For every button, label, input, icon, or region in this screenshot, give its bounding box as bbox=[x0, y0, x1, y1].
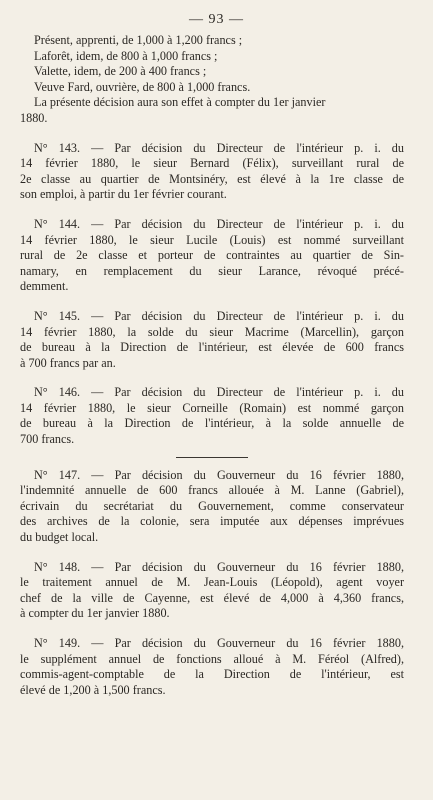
text-line: Veuve Fard, ouvrière, de 800 à 1,000 francs. bbox=[34, 79, 251, 94]
text-line: du budget local. bbox=[20, 530, 99, 545]
text-line: Présent, apprenti, de 1,000 à 1,200 francs ; bbox=[34, 33, 243, 47]
text-line: élevé de 1,200 à 1,500 francs. bbox=[20, 682, 166, 697]
text-line: namary, en remplacement du sieur Larance, révoqué précé- bbox=[20, 263, 404, 278]
text-line: N° 144. — Par décision du Directeur de l'intérieur p. i. du bbox=[34, 216, 404, 231]
text-line: à 700 francs par an. bbox=[20, 355, 116, 370]
section-divider bbox=[176, 457, 248, 458]
page-number: — 93 — bbox=[189, 12, 244, 27]
text-line: N° 145. — Par décision du Directeur de l'intérieur p. i. du bbox=[34, 308, 404, 323]
decision-paragraph-144 bbox=[20, 217, 404, 295]
decision-paragraph-146 bbox=[20, 385, 404, 447]
text-line: de bureau à la Direction de l'intérieur, est élevée de 600 francs bbox=[20, 340, 404, 355]
decision-paragraph-143 bbox=[20, 141, 404, 203]
text-line: chef de la ville de Cayenne, est élevé de 4,000 à 4,360 francs, bbox=[20, 590, 404, 605]
text-line: le traitement annuel de M. Jean-Louis (Léopold), agent voyer bbox=[20, 575, 404, 590]
text-line: l'indemnité annuelle de 600 francs allouée à M. Lanne (Gabriel), bbox=[20, 483, 404, 498]
text-line: demment. bbox=[20, 279, 69, 294]
text-line: N° 147. — Par décision du Gouverneur du 16 février 1880, bbox=[34, 467, 404, 482]
text-line: de bureau à la Direction de l'intérieur, à la solde annuelle de bbox=[20, 416, 404, 431]
text-line: 14 février 1880, le sieur Lucile (Louis) est nommé surveillant bbox=[20, 232, 404, 247]
decision-paragraph-149 bbox=[20, 636, 404, 698]
text-line: Laforêt, idem, de 800 à 1,000 francs ; bbox=[34, 48, 218, 63]
text-line: le supplément annuel de fonctions alloué à M. Féréol (Alfred), bbox=[20, 651, 404, 666]
text-line: N° 143. — Par décision du Directeur de l'intérieur p. i. du bbox=[34, 140, 404, 155]
intro-block bbox=[20, 33, 404, 127]
text-line: 1880. bbox=[20, 110, 48, 125]
text-line: 14 février 1880, le sieur Bernard (Félix), surveillant rural de bbox=[20, 156, 404, 171]
text-line: son emploi, à partir du 1er février courant. bbox=[20, 187, 227, 202]
text-line: Valette, idem, de 200 à 400 francs ; bbox=[34, 64, 207, 79]
text-line: 14 février 1880, le sieur Corneille (Romain) est nommé garçon bbox=[20, 400, 404, 415]
text-line: N° 146. — Par décision du Directeur de l'intérieur p. i. du bbox=[34, 385, 404, 400]
decision-paragraph-145 bbox=[20, 309, 404, 371]
text-line: 700 francs. bbox=[20, 432, 75, 447]
text-line: 14 février 1880, la solde du sieur Macrime (Marcellin), garçon bbox=[20, 324, 404, 339]
text-line: N° 148. — Par décision du Gouverneur du 16 février 1880, bbox=[34, 559, 404, 574]
decision-paragraph-148 bbox=[20, 560, 404, 622]
text-line: La présente décision aura son effet à compter du 1er janvier bbox=[34, 95, 326, 110]
text-line: écrivain du secrétariat du Gouvernement, comme conservateur bbox=[20, 498, 404, 513]
text-line: rural de 2e classe et porteur de contraintes au quartier de Sin- bbox=[20, 248, 404, 263]
decision-paragraph-147 bbox=[20, 468, 404, 546]
text-line: 2e classe au quartier de Montsinéry, est élevé à la 1re classe de bbox=[20, 171, 404, 186]
text-line: commis-agent-comptable de la Direction de l'intérieur, est bbox=[20, 667, 404, 682]
text-line: à compter du 1er janvier 1880. bbox=[20, 606, 170, 621]
text-line: des archives de la colonie, sera imputée aux dépenses imprévues bbox=[20, 514, 404, 529]
page-content bbox=[20, 33, 404, 698]
text-line: N° 149. — Par décision du Gouverneur du 16 février 1880, bbox=[34, 636, 404, 650]
